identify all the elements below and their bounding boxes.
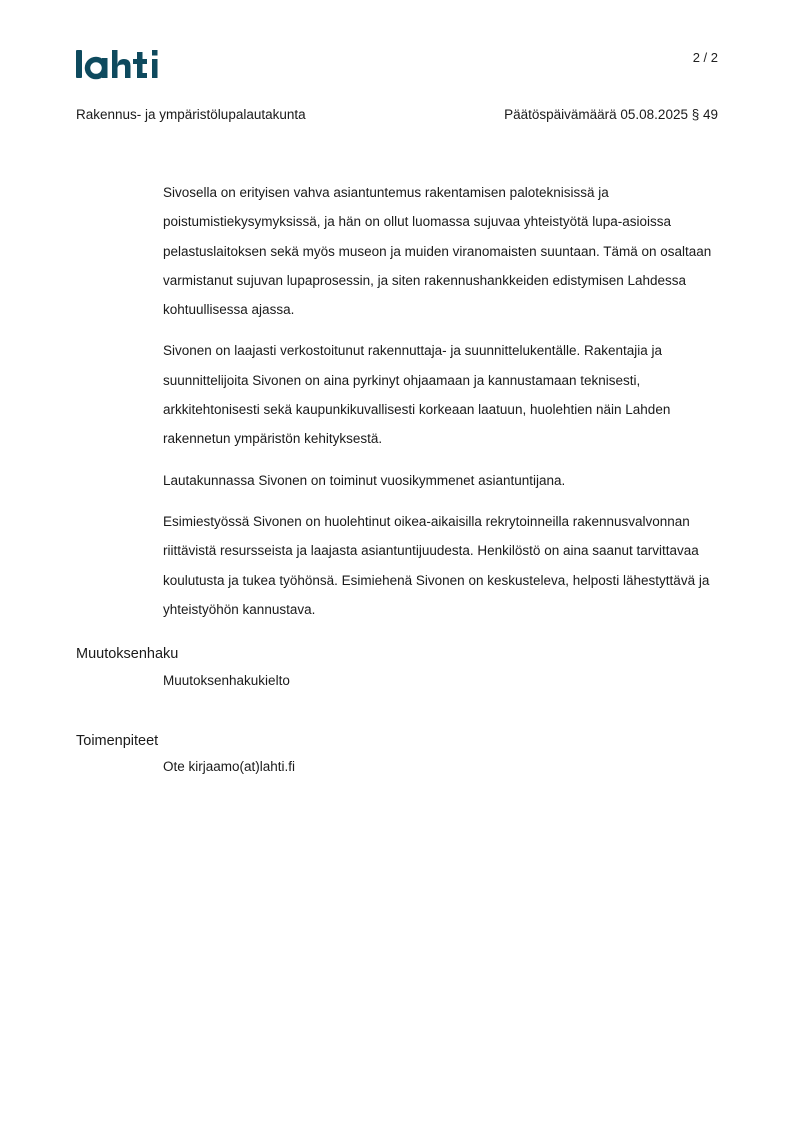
- appeal-heading: Muutoksenhaku: [76, 646, 179, 662]
- page-number: 2 / 2: [692, 50, 718, 65]
- decision-date: Päätöspäivämäärä 05.08.2025 § 49: [504, 107, 718, 122]
- organization-name: Rakennus- ja ympäristölupalautakunta: [76, 107, 306, 122]
- paragraph: Sivosella on erityisen vahva asiantuntemus rakentamisen paloteknisissä ja poistumistiekysymyksissä, ja hän on ollut luomassa sujuvaa yhteistyötä lupa-asioissa pelastuslaitoksen sekä myös museon ja muiden viranomaisten suuntaan. Tämä on osaltaan varmistanut sujuvan lupaprosessin, ja siten rakennushankkeiden edistymisen Lahdessa kohtuullisessa ajassa.: [163, 185, 712, 318]
- paragraph: Esimiestyössä Sivonen on huolehtinut oikea-aikaisilla rekrytoinneilla rakennusvalvonnan riittävistä resursseista ja laajasta asiantuntijuudesta. Henkilöstö on aina saanut tarvittavaa koulutusta ja tukea työhönsä. Esimiehenä Sivonen on keskusteleva, helposti lähestyttävä ja yhteistyöhön kannustava.: [163, 513, 710, 617]
- appeal-value: Muutoksenhakukielto: [163, 673, 290, 688]
- paragraph: Sivonen on laajasti verkostoitunut rakennuttaja- ja suunnittelukentälle. Rakentajia ja suunnittelijoita Sivonen on aina pyrkinyt ohjaamaan ja kannustamaan teknisesti, arkkitehtonisesti sekä kaupunkikuvallisesti korkeaan laatuun, huolehtien näin Lahden rakennetun ympäristön kehityksestä.: [163, 343, 671, 447]
- lahti-logo: [75, 46, 167, 82]
- actions-value: Ote kirjaamo(at)lahti.fi: [163, 759, 296, 774]
- body-text: [163, 178, 718, 636]
- actions-heading: Toimenpiteet: [76, 733, 159, 749]
- document-header: [76, 107, 718, 122]
- paragraph: Lautakunnassa Sivonen on toiminut vuosikymmenet asiantuntijana.: [163, 472, 566, 488]
- lahti-logo-mark: [75, 46, 167, 82]
